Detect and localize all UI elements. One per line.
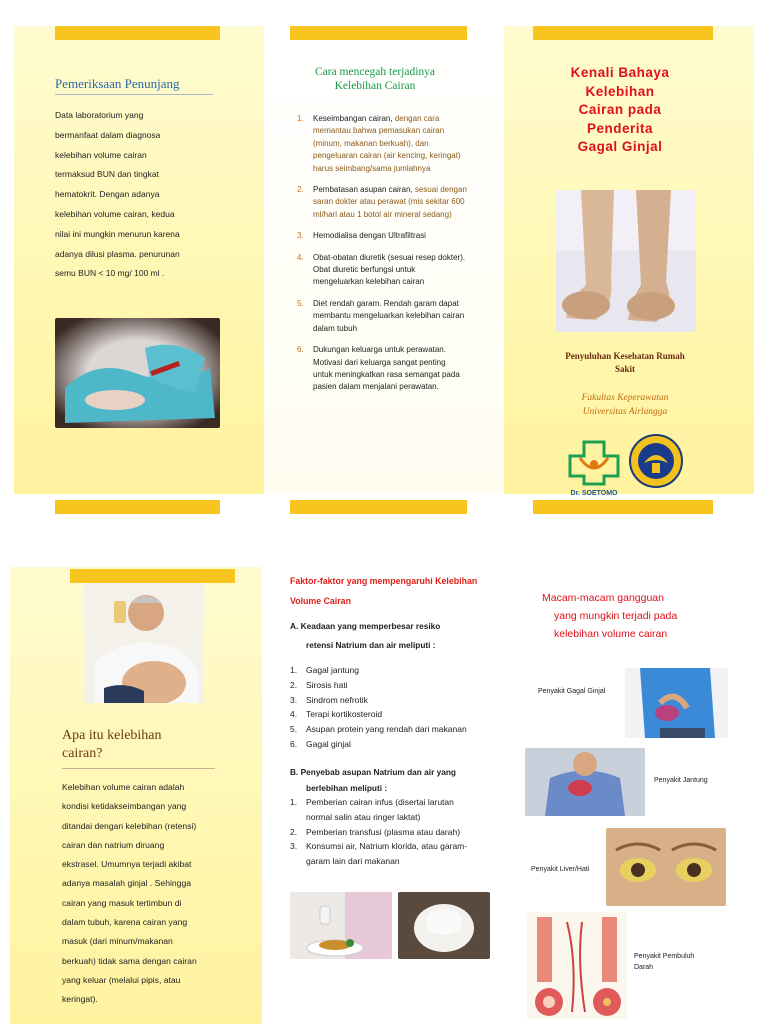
body-line: hematokrit. Dengan adanya bbox=[55, 189, 160, 200]
title-underline bbox=[55, 94, 213, 95]
title-line: yang mungkin terjadi pada bbox=[554, 610, 678, 622]
title-line: Penderita bbox=[586, 120, 654, 136]
heading-line: retensi Natrium dan air meliputi : bbox=[306, 639, 436, 650]
mencegah-title bbox=[290, 65, 460, 93]
list-item: 3. Hemodialisa dengan Ultrafiltrasi bbox=[297, 231, 426, 241]
body-line: termaksud BUN dan tingkat bbox=[55, 169, 159, 180]
section-b-heading bbox=[290, 765, 510, 796]
caption-gagal-ginjal: Penyakit Gagal Ginjal bbox=[538, 688, 606, 695]
list-item: 2. Pembatasan asupan cairan, sesuai dengan saran dokter atau perawat (mis sekitar 600 ml/hari atau 1 botol air mineral sedang) bbox=[297, 185, 467, 219]
body-line: semu BUN < 10 mg/ 100 ml . bbox=[55, 268, 165, 279]
caption-line: Darah bbox=[634, 964, 654, 971]
blood-test-photo bbox=[55, 318, 220, 428]
body-line: Kelebihan volume cairan adalah bbox=[62, 782, 185, 792]
faculty-line: Universitas Airlangga bbox=[582, 407, 668, 417]
title-line: Cairan pada bbox=[578, 102, 662, 117]
title-line: Macam-macam gangguan bbox=[542, 592, 664, 604]
list-item: 6. Gagal ginjal bbox=[290, 738, 351, 749]
drinking-man-photo bbox=[84, 583, 204, 703]
title-line: Cara mencegah terjadinya bbox=[314, 66, 436, 78]
cover-subtitle bbox=[535, 350, 715, 375]
subtitle-line: Sakit bbox=[614, 363, 635, 374]
caption-pembuluh bbox=[634, 951, 694, 973]
panel-bottom-bar bbox=[533, 500, 713, 514]
unair-seal-logo bbox=[628, 433, 684, 489]
title-line: Kenali Bahaya bbox=[570, 65, 670, 80]
salting-food-photo bbox=[290, 892, 392, 959]
faculty-line: Fakultas Keperawatan bbox=[581, 393, 669, 403]
body-line: adanya masalah ginjal . Sehingga bbox=[62, 878, 191, 889]
heading-line: berlebihan meliputi : bbox=[306, 782, 388, 793]
apa-itu-body bbox=[62, 778, 252, 1010]
section-a-heading bbox=[290, 617, 510, 654]
body-line: dalam tubuh, karena cairan yang bbox=[62, 917, 188, 928]
subtitle-line: Penyuluhan Kesehatan Rumah bbox=[565, 351, 685, 361]
body-line: adanya dilusi plasma. penurunan bbox=[55, 248, 180, 259]
panel-bottom-bar bbox=[55, 500, 220, 514]
caption-jantung: Penyakit Jantung bbox=[654, 777, 708, 784]
title-line: Gagal Ginjal bbox=[577, 139, 663, 154]
heading-line: Faktor-faktor yang mempengaruhi Kelebihan bbox=[290, 576, 478, 586]
heading-line: B. Penyebab asupan Natrium dan air yang bbox=[290, 767, 456, 777]
pemeriksaan-title: Pemeriksaan Penunjang bbox=[55, 76, 180, 91]
kidney-pain-photo bbox=[625, 668, 728, 738]
apa-itu-title bbox=[62, 727, 162, 763]
blood-vessel-diagram bbox=[527, 912, 627, 1019]
cover-title bbox=[530, 64, 710, 157]
body-line: yang keluar (melalui pipis, atau bbox=[62, 974, 181, 985]
pemeriksaan-body bbox=[55, 106, 245, 284]
salt-pile-photo bbox=[398, 892, 490, 959]
body-line: keringat). bbox=[62, 994, 98, 1005]
swollen-legs-photo bbox=[556, 190, 696, 332]
body-line: cairan dan natrium diruang bbox=[62, 839, 165, 850]
body-line: kondisi ketidakseimbangan yang bbox=[62, 801, 187, 812]
body-line: nilai ini mungkin menurun karena bbox=[55, 228, 180, 239]
body-line: masuk (dari minum/makanan bbox=[62, 936, 173, 947]
title-line: kelebihan volume cairan bbox=[554, 628, 668, 640]
list-item: 2. Sirosis hati bbox=[290, 679, 348, 690]
body-line: ditandai dengan kelebihan (retensi) bbox=[62, 820, 197, 831]
title-line: Apa itu kelebihan bbox=[62, 728, 162, 743]
list-item: 1. Pemberian cairan infus (disertai larutan normal salin atau ringer laktat) bbox=[290, 797, 454, 822]
body-line: ekstrasel. Umumnya terjadi akibat bbox=[62, 859, 192, 870]
body-line: cairan yang masuk tertimbun di bbox=[62, 897, 182, 908]
panel-top-bar bbox=[70, 569, 235, 583]
prevention-steps bbox=[297, 113, 467, 403]
section-a-list bbox=[290, 663, 510, 752]
panel-bottom-bar bbox=[290, 500, 467, 514]
heading-line: A. Keadaan yang memperbesar resiko bbox=[290, 621, 441, 631]
rsud-soetomo-logo bbox=[566, 438, 622, 498]
list-item: 4. Obat-obatan diuretik (sesuai resep dokter). Obat diuretic berfungsi untuk mengeluarkan kelebihan cairan bbox=[297, 252, 466, 287]
title-line: Kelebihan bbox=[585, 83, 655, 99]
list-item: 1. Keseimbangan cairan, dengan cara memantau bahwa pemasukan cairan (minum, makanan berkuah), dan pengeluaran cairan (air kencing, keringat) harus seimbang/sama jumlahnya bbox=[297, 114, 461, 173]
list-item: 5. Asupan protein yang rendah dari makanan bbox=[290, 724, 467, 735]
faktor-heading bbox=[290, 572, 510, 611]
list-item: 3. Sindrom nefrotik bbox=[290, 694, 368, 705]
title-line: cairan? bbox=[62, 746, 103, 761]
list-item: 4. Terapi kortikosteroid bbox=[290, 709, 383, 720]
body-line: Data laboratorium yang bbox=[55, 110, 144, 120]
title-line: Kelebihan Cairan bbox=[334, 80, 416, 92]
list-item: 1. Gagal jantung bbox=[290, 665, 359, 675]
body-line: bermanfaat dalam diagnosa bbox=[55, 129, 161, 140]
jaundice-eyes-photo bbox=[606, 828, 726, 906]
title-underline bbox=[62, 768, 215, 769]
caption-liver: Penyakit Liver/Hati bbox=[531, 866, 590, 873]
caption-line: Penyakit Pembuluh bbox=[634, 953, 695, 960]
heading-line: Volume Cairan bbox=[290, 595, 351, 606]
faculty-name bbox=[535, 391, 715, 419]
gangguan-title bbox=[530, 589, 760, 643]
heart-pain-photo bbox=[525, 748, 645, 816]
panel-top-bar bbox=[533, 26, 713, 40]
list-item: 6. Dukungan keluarga untuk perawatan. Motivasi dari keluarga sangat penting untuk meningkatkan rasa semangat pada pasien dalam menjalani perawatan. bbox=[297, 345, 460, 392]
section-b-list bbox=[290, 795, 510, 869]
list-item: 2. Pemberian transfusi (plasma atau darah) bbox=[290, 826, 461, 837]
panel-top-bar bbox=[290, 26, 467, 40]
panel-top-bar bbox=[55, 26, 220, 40]
logo-text: Dr. SOETOMO bbox=[570, 490, 618, 497]
list-item: 5. Diet rendah garam. Rendah garam dapat membantu mengeluarkan kelebihan cairan dalam tubuh bbox=[297, 298, 465, 333]
body-line: kelebihan volume cairan bbox=[55, 149, 147, 160]
body-line: berkuah) tidak sama dengan cairan bbox=[62, 955, 197, 966]
body-line: kelebihan volume cairan, kedua bbox=[55, 208, 175, 219]
list-item: 3. Konsumsi air, Natrium klorida, atau garam- garam lain dari makanan bbox=[290, 841, 468, 867]
